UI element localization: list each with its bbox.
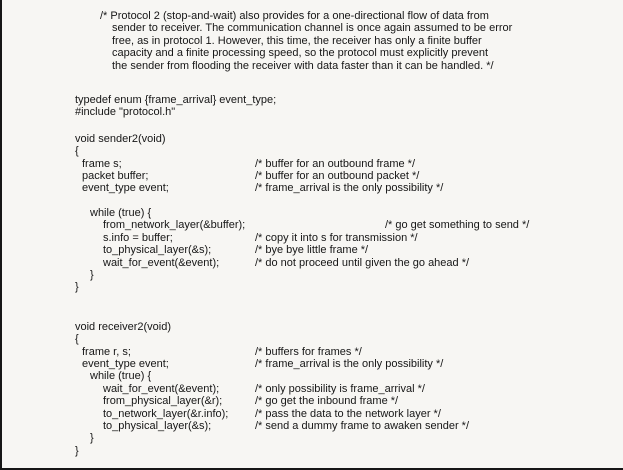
code-line (75, 257, 623, 269)
code-line (75, 219, 623, 231)
code-text: event_type event; (82, 357, 169, 370)
inline-comment: /* buffers for frames */ (255, 345, 362, 358)
code-line (75, 170, 623, 182)
receiver-signature: void receiver2(void) (75, 320, 171, 333)
code-text: frame s; (82, 157, 122, 170)
inline-comment: /* go get the inbound frame */ (255, 395, 399, 408)
code-line (75, 408, 623, 420)
code-line (75, 232, 623, 244)
inline-comment: /* bye bye little frame */ (255, 244, 369, 257)
sender-function (75, 133, 623, 294)
while-close-line: } (90, 432, 94, 445)
comment-line: the sender from flooding the receiver with data faster than it can be handled. */ (112, 59, 494, 72)
comment-line: free, as in protocol 1. However, this time, the receiver has only a finite buffer (112, 34, 482, 47)
code-line (75, 158, 623, 170)
inline-comment: /* pass the data to the network layer */ (255, 407, 441, 420)
scan-edge-left (0, 0, 2, 470)
inline-comment: /* only possibility is frame_arrival */ (255, 382, 425, 395)
code-text: wait_for_event(&event); (103, 256, 220, 269)
code-text: s.info = buffer; (103, 231, 173, 244)
inline-comment: /* buffer for an outbound packet */ (255, 170, 420, 183)
open-brace: { (75, 145, 79, 158)
inline-comment: /* buffer for an outbound frame */ (255, 157, 416, 170)
global-declarations (75, 94, 623, 119)
while-open-line: while (true) { (90, 206, 152, 219)
sender-signature: void sender2(void) (75, 132, 166, 145)
protocol-description-comment (75, 10, 623, 72)
close-brace: } (75, 281, 79, 294)
code-text: packet buffer; (82, 170, 149, 183)
code-text: wait_for_event(&event); (103, 382, 220, 395)
code-text: from_physical_layer(&r); (103, 395, 223, 408)
open-brace: { (75, 333, 79, 346)
code-line (75, 420, 623, 432)
while-open-line: while (true) { (90, 370, 152, 383)
code-line (75, 395, 623, 407)
code-text: from_network_layer(&buffer); (103, 219, 246, 232)
comment-line: sender to receiver. The communication channel is once again assumed to be error (112, 22, 513, 35)
inline-comment: /* go get something to send */ (385, 219, 530, 232)
code-line (75, 182, 623, 194)
code-text: to_network_layer(&r.info); (103, 407, 229, 420)
code-line (75, 358, 623, 370)
code-line (75, 383, 623, 395)
while-close-line: } (90, 268, 94, 281)
typedef-line: typedef enum {frame_arrival} event_type; (75, 94, 277, 107)
inline-comment: /* send a dummy frame to awaken sender */ (255, 419, 469, 432)
comment-line: /* Protocol 2 (stop-and-wait) also provides for a one-directional flow of data from (100, 10, 489, 22)
receiver-function (75, 321, 623, 457)
comment-line: capacity and a finite processing speed, so the protocol must explicitly prevent (112, 47, 489, 60)
include-line: #include "protocol.h" (75, 106, 176, 119)
code-text: event_type event; (82, 182, 169, 195)
inline-comment: /* frame_arrival is the only possibility */ (255, 182, 444, 195)
close-brace: } (75, 444, 79, 457)
inline-comment: /* frame_arrival is the only possibility */ (255, 357, 444, 370)
inline-comment: /* copy it into s for transmission */ (255, 231, 418, 244)
code-line (75, 244, 623, 256)
code-line (75, 346, 623, 358)
code-text: to_physical_layer(&s); (103, 419, 212, 432)
code-text: to_physical_layer(&s); (103, 244, 212, 257)
code-text: frame r, s; (82, 345, 131, 358)
inline-comment: /* do not proceed until given the go ahead */ (255, 256, 470, 269)
